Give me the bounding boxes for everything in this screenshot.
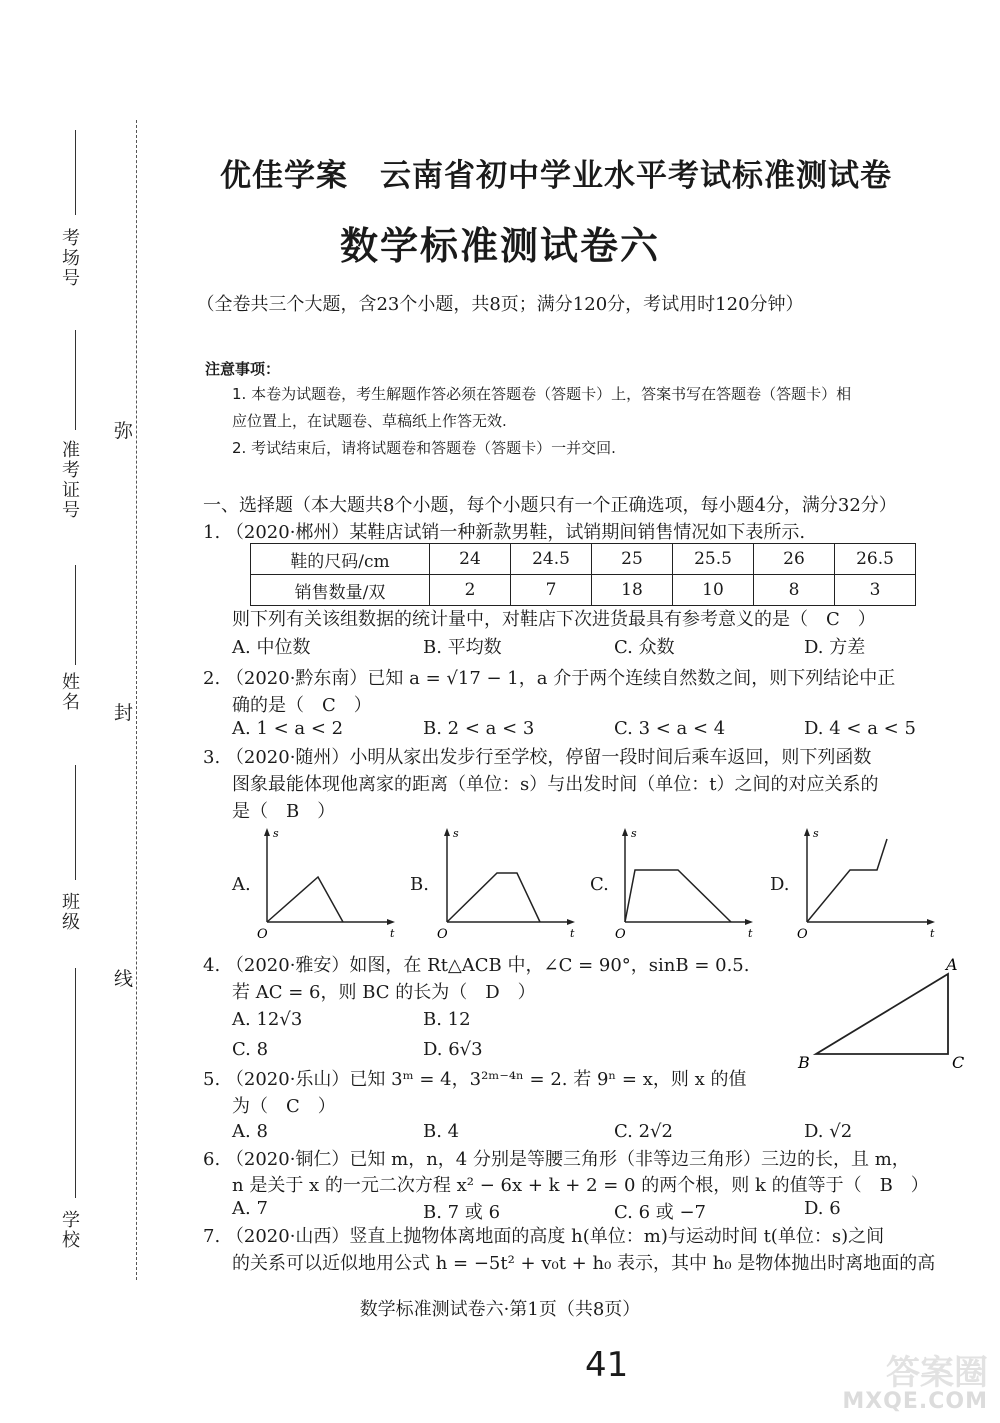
q7-line-1: 7. （2020·山西）竖直上抛物体离地面的高度 h(单位：m)与运动时间 t(单位：s)之间 (203, 1226, 885, 1247)
seal-char-xian: 线 (114, 960, 133, 995)
q2-option-b: B. 2 < a < 3 (423, 718, 535, 739)
q3-line-2: 图象最能体现他离家的距离（单位：s）与出发时间（单位：t）之间的对应关系的 (232, 774, 879, 795)
y-axis-label: s (813, 827, 819, 840)
margin-line-exam-room (75, 130, 76, 215)
q4-option-b: B. 12 (423, 1009, 471, 1030)
q4-triangle-figure (790, 950, 970, 1080)
q1-option-d: D. 方差 (804, 637, 866, 658)
vertex-c-label: C (952, 1053, 965, 1072)
table-cell: 8 (754, 575, 835, 606)
q5-line-1: 5. （2020·乐山）已知 3ᵐ = 4，3²ᵐ⁻⁴ⁿ = 2. 若 9ⁿ = x，则 x 的值 (203, 1069, 747, 1090)
seal-char-mi: 弥 (114, 412, 133, 447)
q3-graph-label-d: D. (770, 874, 790, 895)
paper-info: （全卷共三个大题，含23个小题，共8页；满分120分，考试用时120分钟） (196, 294, 804, 315)
x-axis-arrow (567, 919, 575, 925)
watermark-url: MXQE.COM (842, 1389, 988, 1414)
q2-option-a: A. 1 < a < 2 (232, 718, 344, 739)
handwritten-page-number: 41 (585, 1345, 629, 1385)
margin-field-name: 姓名 (59, 672, 80, 712)
y-axis-label: s (453, 827, 459, 840)
margin-field-exam-number: 准考证号 (59, 440, 80, 520)
graph-line (625, 870, 731, 922)
graph-line (447, 873, 540, 922)
q5-option-c: C. 2√2 (614, 1121, 673, 1142)
q1-stem: 1. （2020·郴州）某鞋店试销一种新款男鞋，试销期间销售情况如下表所示. (203, 522, 806, 543)
table-header-cell: 销售数量/双 (251, 575, 430, 606)
q6-line-2: n 是关于 x 的一元二次方程 x² − 6x + k + 2 = 0 的两个根，则 k 的值等于（ B ） (232, 1175, 929, 1196)
q2-option-d: D. 4 < a < 5 (804, 718, 916, 739)
seal-char-feng: 封 (114, 694, 133, 729)
q6-option-c: C. 6 或 −7 (614, 1202, 707, 1223)
vertex-a-label: A (946, 955, 958, 974)
q5-option-b: B. 4 (423, 1121, 460, 1142)
origin-label: O (615, 927, 626, 940)
y-axis-arrow (264, 828, 270, 836)
table-cell: 10 (673, 575, 754, 606)
margin-line-school (75, 968, 76, 1198)
margin-line-exam-number (75, 330, 76, 430)
y-axis-label: s (631, 827, 637, 840)
notice-item-2: 2. 考试结束后，请将试题卷和答题卷（答题卡）一并交回. (232, 439, 616, 457)
q2-option-c: C. 3 < a < 4 (614, 718, 726, 739)
table-cell: 25 (592, 544, 673, 575)
q7-line-2: 的关系可以近似地用公式 h = −5t² + v₀t + h₀ 表示，其中 h₀ 是物体抛出时离地面的高 (232, 1253, 936, 1274)
notice-item-1-line-2: 应位置上，在试题卷、草稿纸上作答无效. (232, 412, 507, 430)
x-axis-arrow (745, 919, 753, 925)
watermark-text: 答案圈 (886, 1353, 988, 1393)
q3-graph-d (795, 825, 945, 940)
y-axis-label: s (273, 827, 279, 840)
q1-option-b: B. 平均数 (423, 637, 502, 658)
q3-graph-c (613, 825, 763, 940)
q4-line-2: 若 AC = 6，则 BC 的长为（ D ） (232, 982, 536, 1003)
margin-line-class (75, 765, 76, 880)
page-footer: 数学标准测试卷六·第1页（共8页） (359, 1299, 641, 1320)
table-cell: 26.5 (835, 544, 916, 575)
table-cell: 18 (592, 575, 673, 606)
table-cell: 25.5 (673, 544, 754, 575)
triangle-acb (816, 974, 948, 1054)
x-axis-label: t (748, 927, 753, 940)
q3-graph-label-b: B. (410, 874, 429, 895)
q6-line-1: 6. （2020·铜仁）已知 m，n，4 分别是等腰三角形（非等边三角形）三边的长，且 m， (203, 1149, 910, 1170)
table-cell: 26 (754, 544, 835, 575)
margin-field-school: 学校 (59, 1210, 80, 1250)
series-title: 优佳学案 云南省初中学业水平考试标准测试卷 (220, 158, 892, 194)
margin-field-class: 班级 (59, 892, 80, 932)
q3-graph-label-c: C. (590, 874, 609, 895)
table-header-cell: 鞋的尺码/cm (251, 544, 430, 575)
table-row (251, 544, 916, 575)
paper-title: 数学标准测试卷六 (339, 223, 660, 268)
section-1-heading: 一、选择题（本大题共8个小题，每个小题只有一个正确选项，每小题4分，满分32分） (203, 495, 897, 516)
table-cell: 7 (511, 575, 592, 606)
x-axis-arrow (387, 919, 395, 925)
table-row (251, 575, 916, 606)
origin-label: O (257, 927, 268, 940)
y-axis-arrow (444, 828, 450, 836)
notice-heading: 注意事项： (205, 360, 281, 378)
graph-line (807, 839, 887, 922)
q2-line-2: 确的是（ C ） (232, 695, 372, 716)
q4-option-d: D. 6√3 (423, 1039, 483, 1060)
table-cell: 3 (835, 575, 916, 606)
q1-shoe-table (250, 543, 916, 606)
q3-graph-b (435, 825, 585, 940)
q4-line-1: 4. （2020·雅安）如图，在 Rt△ACB 中，∠C = 90°，sinB = 0.5. (203, 955, 750, 976)
margin-line-name (75, 565, 76, 665)
notice-item-1-line-1: 1. 本卷为试题卷，考生解题作答必须在答题卷（答题卡）上，答案书写在答题卷（答题卡）相 (232, 385, 852, 403)
q1-option-a: A. 中位数 (232, 637, 311, 658)
vertex-b-label: B (798, 1053, 810, 1072)
q6-option-a: A. 7 (232, 1198, 268, 1219)
margin-field-exam-room: 考场号 (59, 228, 80, 288)
x-axis-label: t (570, 927, 575, 940)
origin-label: O (437, 927, 448, 940)
x-axis-label: t (390, 927, 395, 940)
graph-line (267, 877, 343, 922)
q5-option-d: D. √2 (804, 1121, 853, 1142)
x-axis-arrow (927, 919, 935, 925)
table-cell: 24 (430, 544, 511, 575)
y-axis-arrow (804, 828, 810, 836)
q6-option-d: D. 6 (804, 1198, 841, 1219)
q3-line-3: 是（ B ） (232, 801, 336, 822)
table-cell: 2 (430, 575, 511, 606)
q6-option-b: B. 7 或 6 (423, 1202, 501, 1223)
q3-line-1: 3. （2020·随州）小明从家出发步行至学校，停留一段时间后乘车返回，则下列函数 (203, 747, 872, 768)
q5-option-a: A. 8 (232, 1121, 268, 1142)
q5-line-2: 为（ C ） (232, 1096, 336, 1117)
watermark-logo (840, 1345, 990, 1415)
q1-option-c: C. 众数 (614, 637, 675, 658)
q1-question: 则下列有关该组数据的统计量中，对鞋店下次进货最具有参考意义的是（ C ） (232, 609, 876, 630)
y-axis-arrow (622, 828, 628, 836)
table-cell: 24.5 (511, 544, 592, 575)
origin-label: O (797, 927, 808, 940)
x-axis-label: t (930, 927, 935, 940)
q2-line-1: 2. （2020·黔东南）已知 a = √17 − 1，a 介于两个连续自然数之间，则下列结论中正 (203, 668, 896, 689)
q4-option-c: C. 8 (232, 1039, 269, 1060)
q3-graph-a (255, 825, 405, 940)
q3-graph-label-a: A. (232, 874, 251, 895)
q4-option-a: A. 12√3 (232, 1009, 303, 1030)
